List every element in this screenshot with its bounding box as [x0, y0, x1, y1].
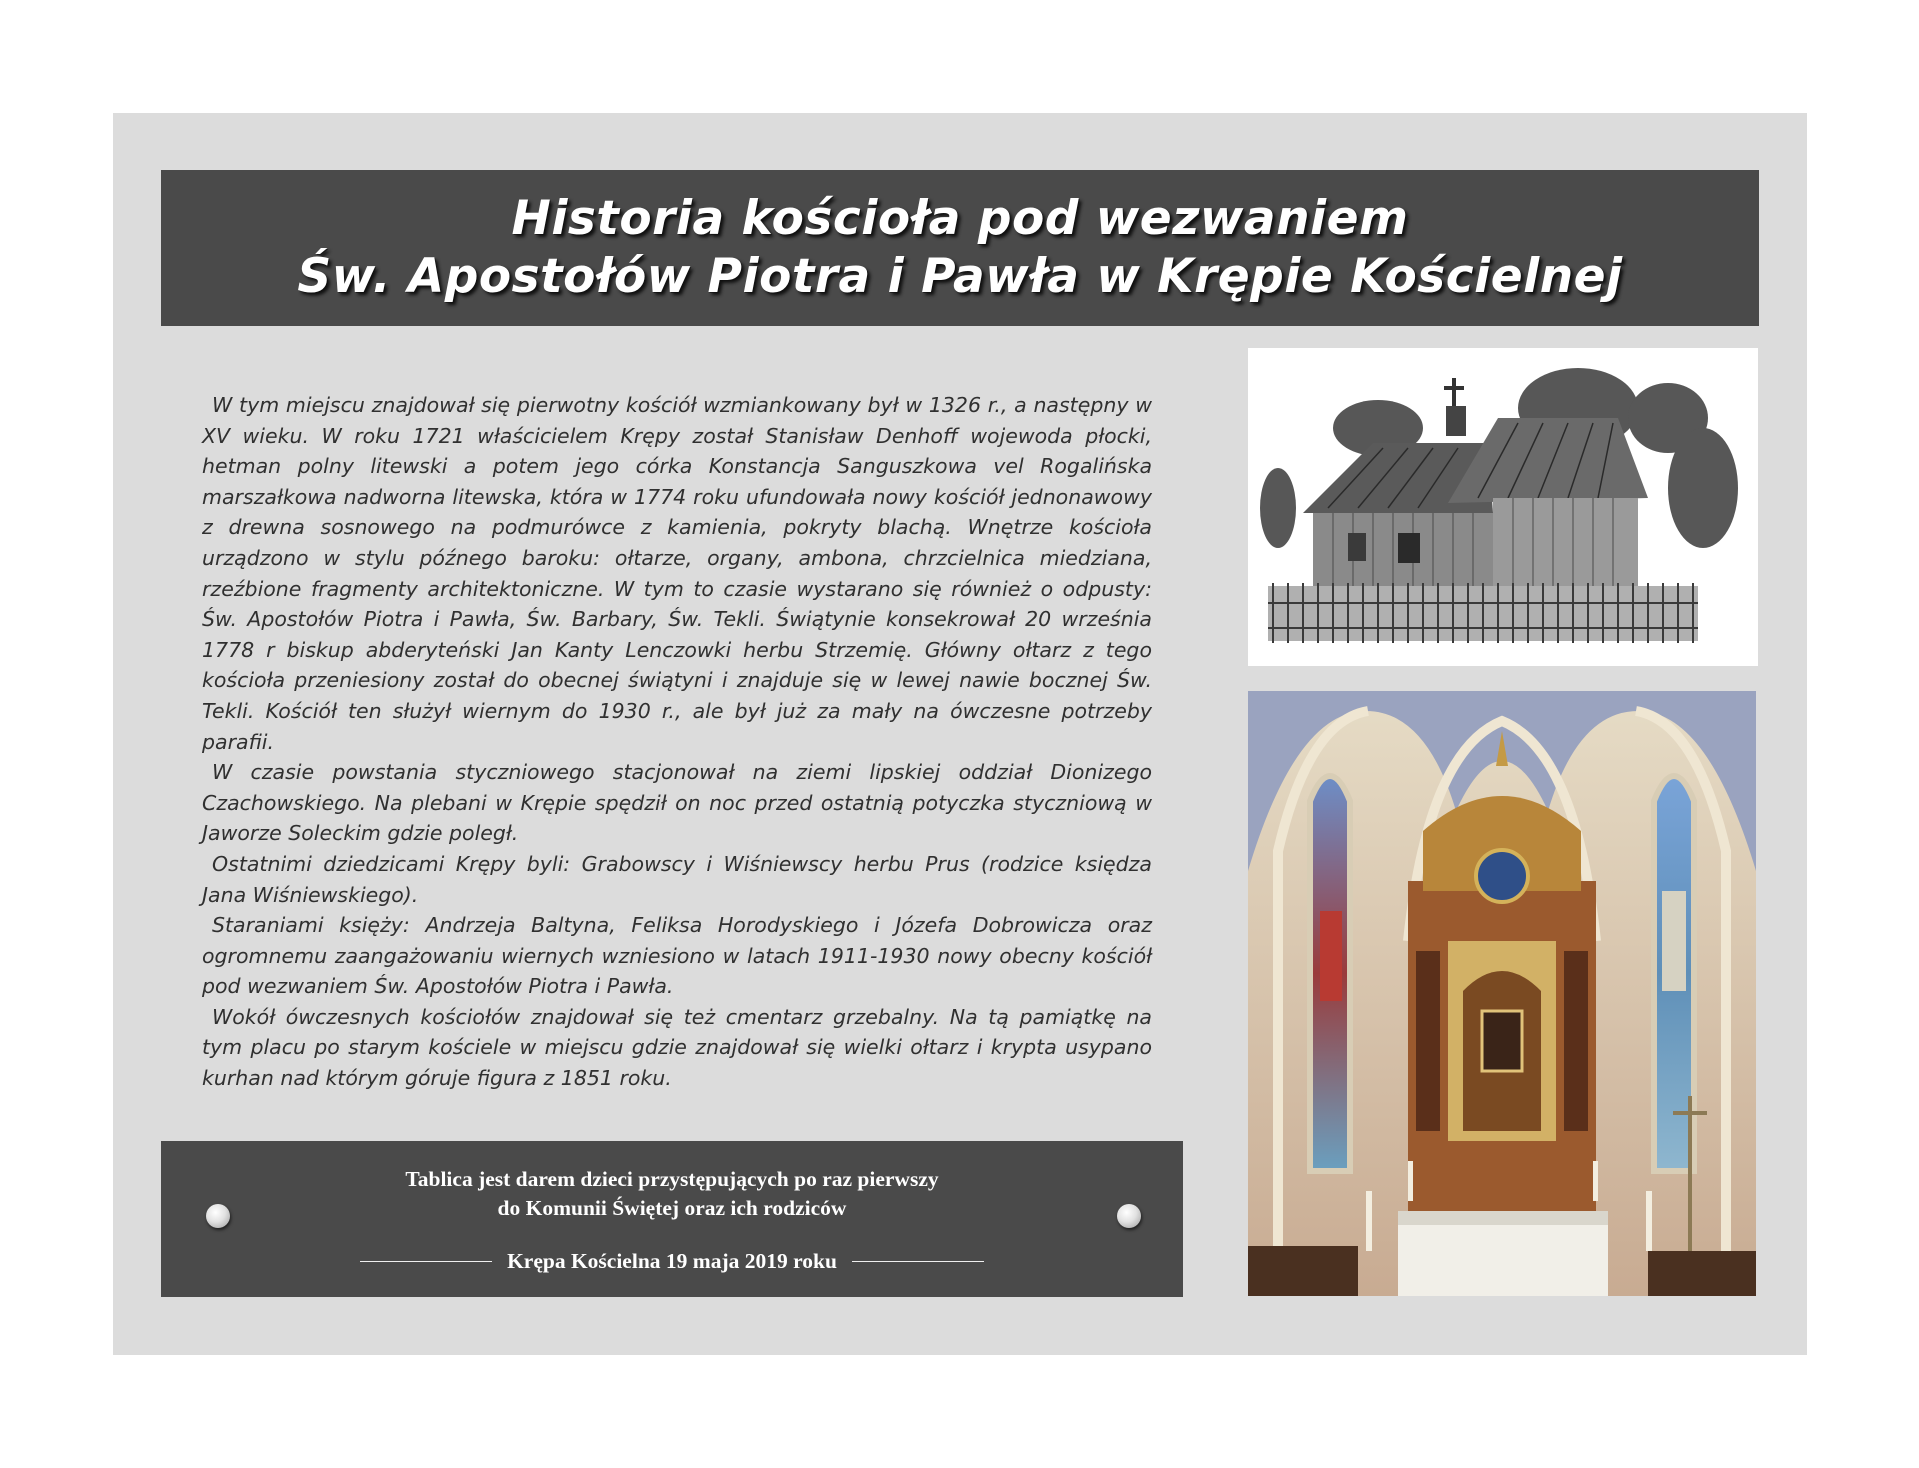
dedication-panel	[161, 1141, 1183, 1297]
date-row	[161, 1249, 1183, 1274]
paragraph: Ostatnimi dziedzicami Krępy byli: Grabowscy i Wiśniewscy herbu Prus (rodzice księdza Jana Wiśniewskiego).	[202, 851, 1152, 907]
dedication-line-1: Tablica jest darem dzieci przystępujących po raz pierwszy	[405, 1167, 939, 1191]
paragraph: Staraniami księży: Andrzeja Baltyna, Feliksa Horodyskiego i Józefa Dobrowicza oraz ogromnemu zaangażowaniu wiernych wzniesiono w latach 1911-1930 nowy obecny kościół pod wezwaniem Św. Apostołów Piotra i Pawła.	[202, 913, 1152, 999]
title-line-1: Historia kościoła pod wezwaniem	[511, 191, 1409, 246]
dedication-line-2: do Komunii Świętej oraz ich rodziców	[497, 1196, 847, 1220]
dedication-date: Krępa Kościelna 19 maja 2019 roku	[507, 1249, 837, 1273]
divider-right	[852, 1261, 984, 1262]
church-interior-photo	[1248, 691, 1756, 1296]
title-banner	[161, 170, 1759, 326]
plaque-board	[113, 113, 1807, 1355]
divider-left	[360, 1261, 492, 1262]
paragraph: Wokół ówczesnych kościołów znajdował się też cmentarz grzebalny. Na tą pamiątkę na tym placu po starym kościele w miejscu gdzie znajdował się wielki ołtarz i krypta usypano kurhan nad którym góruje figura z 1851 roku.	[202, 1004, 1152, 1091]
title-line-2: Św. Apostołów Piotra i Pawła w Krępie Kościelnej	[297, 249, 1623, 304]
paragraph: W tym miejscu znajdował się pierwotny kościół wzmiankowany był w 1326 r., a następny w XV wieku. W roku 1721 właścicielem Krępy został Stanisław Denhoff wojewoda płocki, hetman polny litewski a potem jego córka Konstancja Sanguszkowa vel Rogalińska marszałkowa nadworna litewska, która w 1774 roku ufundowała nowy kościół jednonawowy z drewna sosnowego na podmurówce z kamienia, pokryty blachą. Wnętrze kościoła urządzono w stylu późnego baroku: ołtarze, organy, ambona, chrzcielnica miedziana, rzeźbione fragmenty architektoniczne. W tym to czasie wystarano się również o odpusty: Św. Apostołów Piotra i Pawła, Św. Barbary, Św. Tekli. Świątynie konsekrował 20 września 1778 r biskup abderyteński Jan Kanty Lenczowki herbu Strzemię. Główny ołtarz z tego kościoła przeniesiony został do obecnej świątyni i znajduje się w lewej nawie bocznej Św. Tekli. Kościół ten służył wiernym do 1930 r., ale był już za mały na ówczesne potrzeby parafii.	[202, 393, 1152, 754]
old-church-photo	[1248, 348, 1758, 666]
history-text	[202, 390, 1152, 1094]
paragraph: W czasie powstania styczniowego stacjonował na ziemi lipskiej oddział Dionizego Czachowskiego. Na plebani w Krępie spędził on noc przed ostatnią potyczka styczniową w Jaworze Soleckim gdzie poległ.	[202, 760, 1152, 846]
